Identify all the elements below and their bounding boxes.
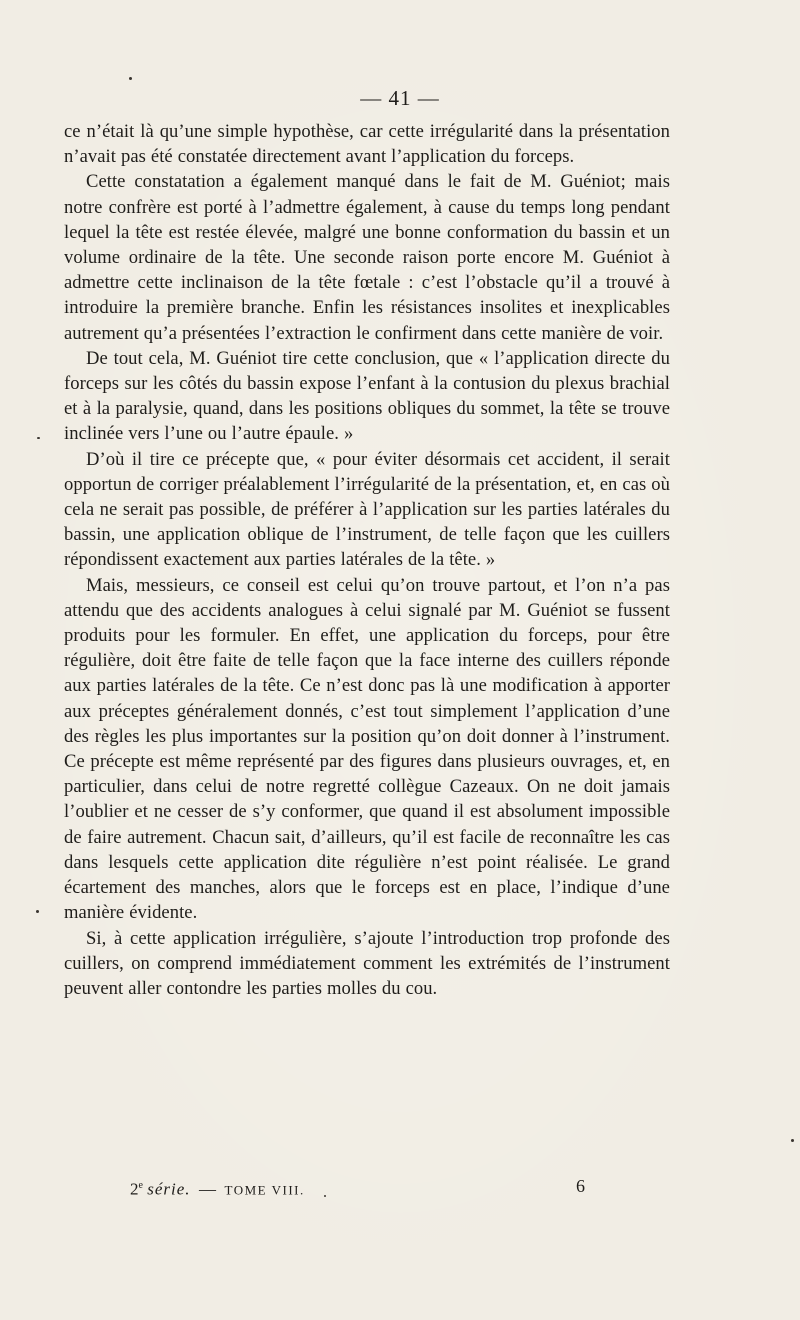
volume-label: TOME VIII. bbox=[224, 1182, 305, 1198]
series-superscript: e bbox=[138, 1180, 143, 1191]
paragraph-4: D’où il tire ce précepte que, « pour éviter désormais cet accident, il serait opportun de corriger préalablement l’irrégularité de la présentation, et, en cas où cela ne serait pas possible, de préférer à l’application sur les parties latérales du bassin, une application oblique de l’instrument, de telle façon que les cuillers répondissent exactement aux parties latérales de la tête. » bbox=[64, 448, 670, 571]
series-number: 2 bbox=[130, 1179, 139, 1199]
page-footer bbox=[0, 1172, 800, 1200]
paragraph-1: ce n’était là qu’une simple hypothèse, car cette irrégularité dans la présentation n’avait pas été constatée directement avant l’application du forceps. bbox=[64, 121, 670, 168]
paragraph-2: Cette constatation a également manqué dans le fait de M. Guéniot; mais notre confrère est porté à l’admettre également, à cause du temps long pendant lequel la tête est restée élevée, malgré une bonne conformation du bassin et un volume ordinaire de la tête. Une seconde raison porte encore M. Guéniot à admettre cette inclinaison de la tête fœtale : c’est l’obstacle qu’il a trouvé à introduire la première branche. Enfin les résistances insolites et inexplicables autrement qu’a présentées l’extraction le confirment dans cette manière de voir. bbox=[64, 171, 670, 344]
body-text bbox=[64, 119, 670, 1001]
ink-speck bbox=[36, 910, 39, 913]
ink-speck bbox=[791, 1139, 794, 1142]
series-line bbox=[130, 1172, 305, 1205]
page-number: — 41 — bbox=[360, 86, 440, 110]
signature-mark: 6 bbox=[576, 1176, 585, 1196]
series-word: série. bbox=[147, 1179, 191, 1199]
series-separator: — bbox=[199, 1179, 216, 1199]
paragraph-6: Si, à cette application irrégulière, s’ajoute l’introduction trop profonde des cuillers, on comprend immédiatement comment les extrémités de l’instrument peuvent aller contondre les parties molles du cou. bbox=[64, 927, 670, 999]
ink-speck bbox=[37, 437, 40, 439]
paragraph-3: De tout cela, M. Guéniot tire cette conclusion, que « l’application directe du forceps sur les côtés du bassin expose l’enfant à la contusion du plexus brachial et à la paralysie, quand, dans les positions obliques du sommet, la tête se trouve inclinée vers l’une ou l’autre épaule. » bbox=[64, 347, 670, 445]
ink-speck bbox=[129, 77, 132, 80]
paragraph-5: Mais, messieurs, ce conseil est celui qu’on trouve partout, et l’on n’a pas attendu que des accidents analogues à celui signalé par M. Guéniot se fussent produits pour les formuler. En effet, une application du forceps, pour être régulière, doit être faite de telle façon que la face interne des cuillers réponde aux parties latérales de la tête. Ce n’est donc pas là une modification à apporter aux préceptes généralement donnés, c’est tout simplement l’application d’une des règles les plus importantes sur la position qu’on doit donner à l’instrument. Ce précepte est même représenté par des figures dans plusieurs ouvrages, et, en particulier, dans celui de notre regretté collègue Cazeaux. On ne doit jamais l’oublier et ne cesser de s’y conformer, que quand il est absolument impossible de faire autrement. Chacun sait, d’ailleurs, qu’il est facile de reconnaître les cas dans lesquels cette application dite régulière n’est point réalisée. Le grand écartement des manches, alors que le forceps est en place, l’indique d’une manière évidente. bbox=[64, 574, 670, 924]
ink-speck bbox=[324, 1195, 326, 1197]
